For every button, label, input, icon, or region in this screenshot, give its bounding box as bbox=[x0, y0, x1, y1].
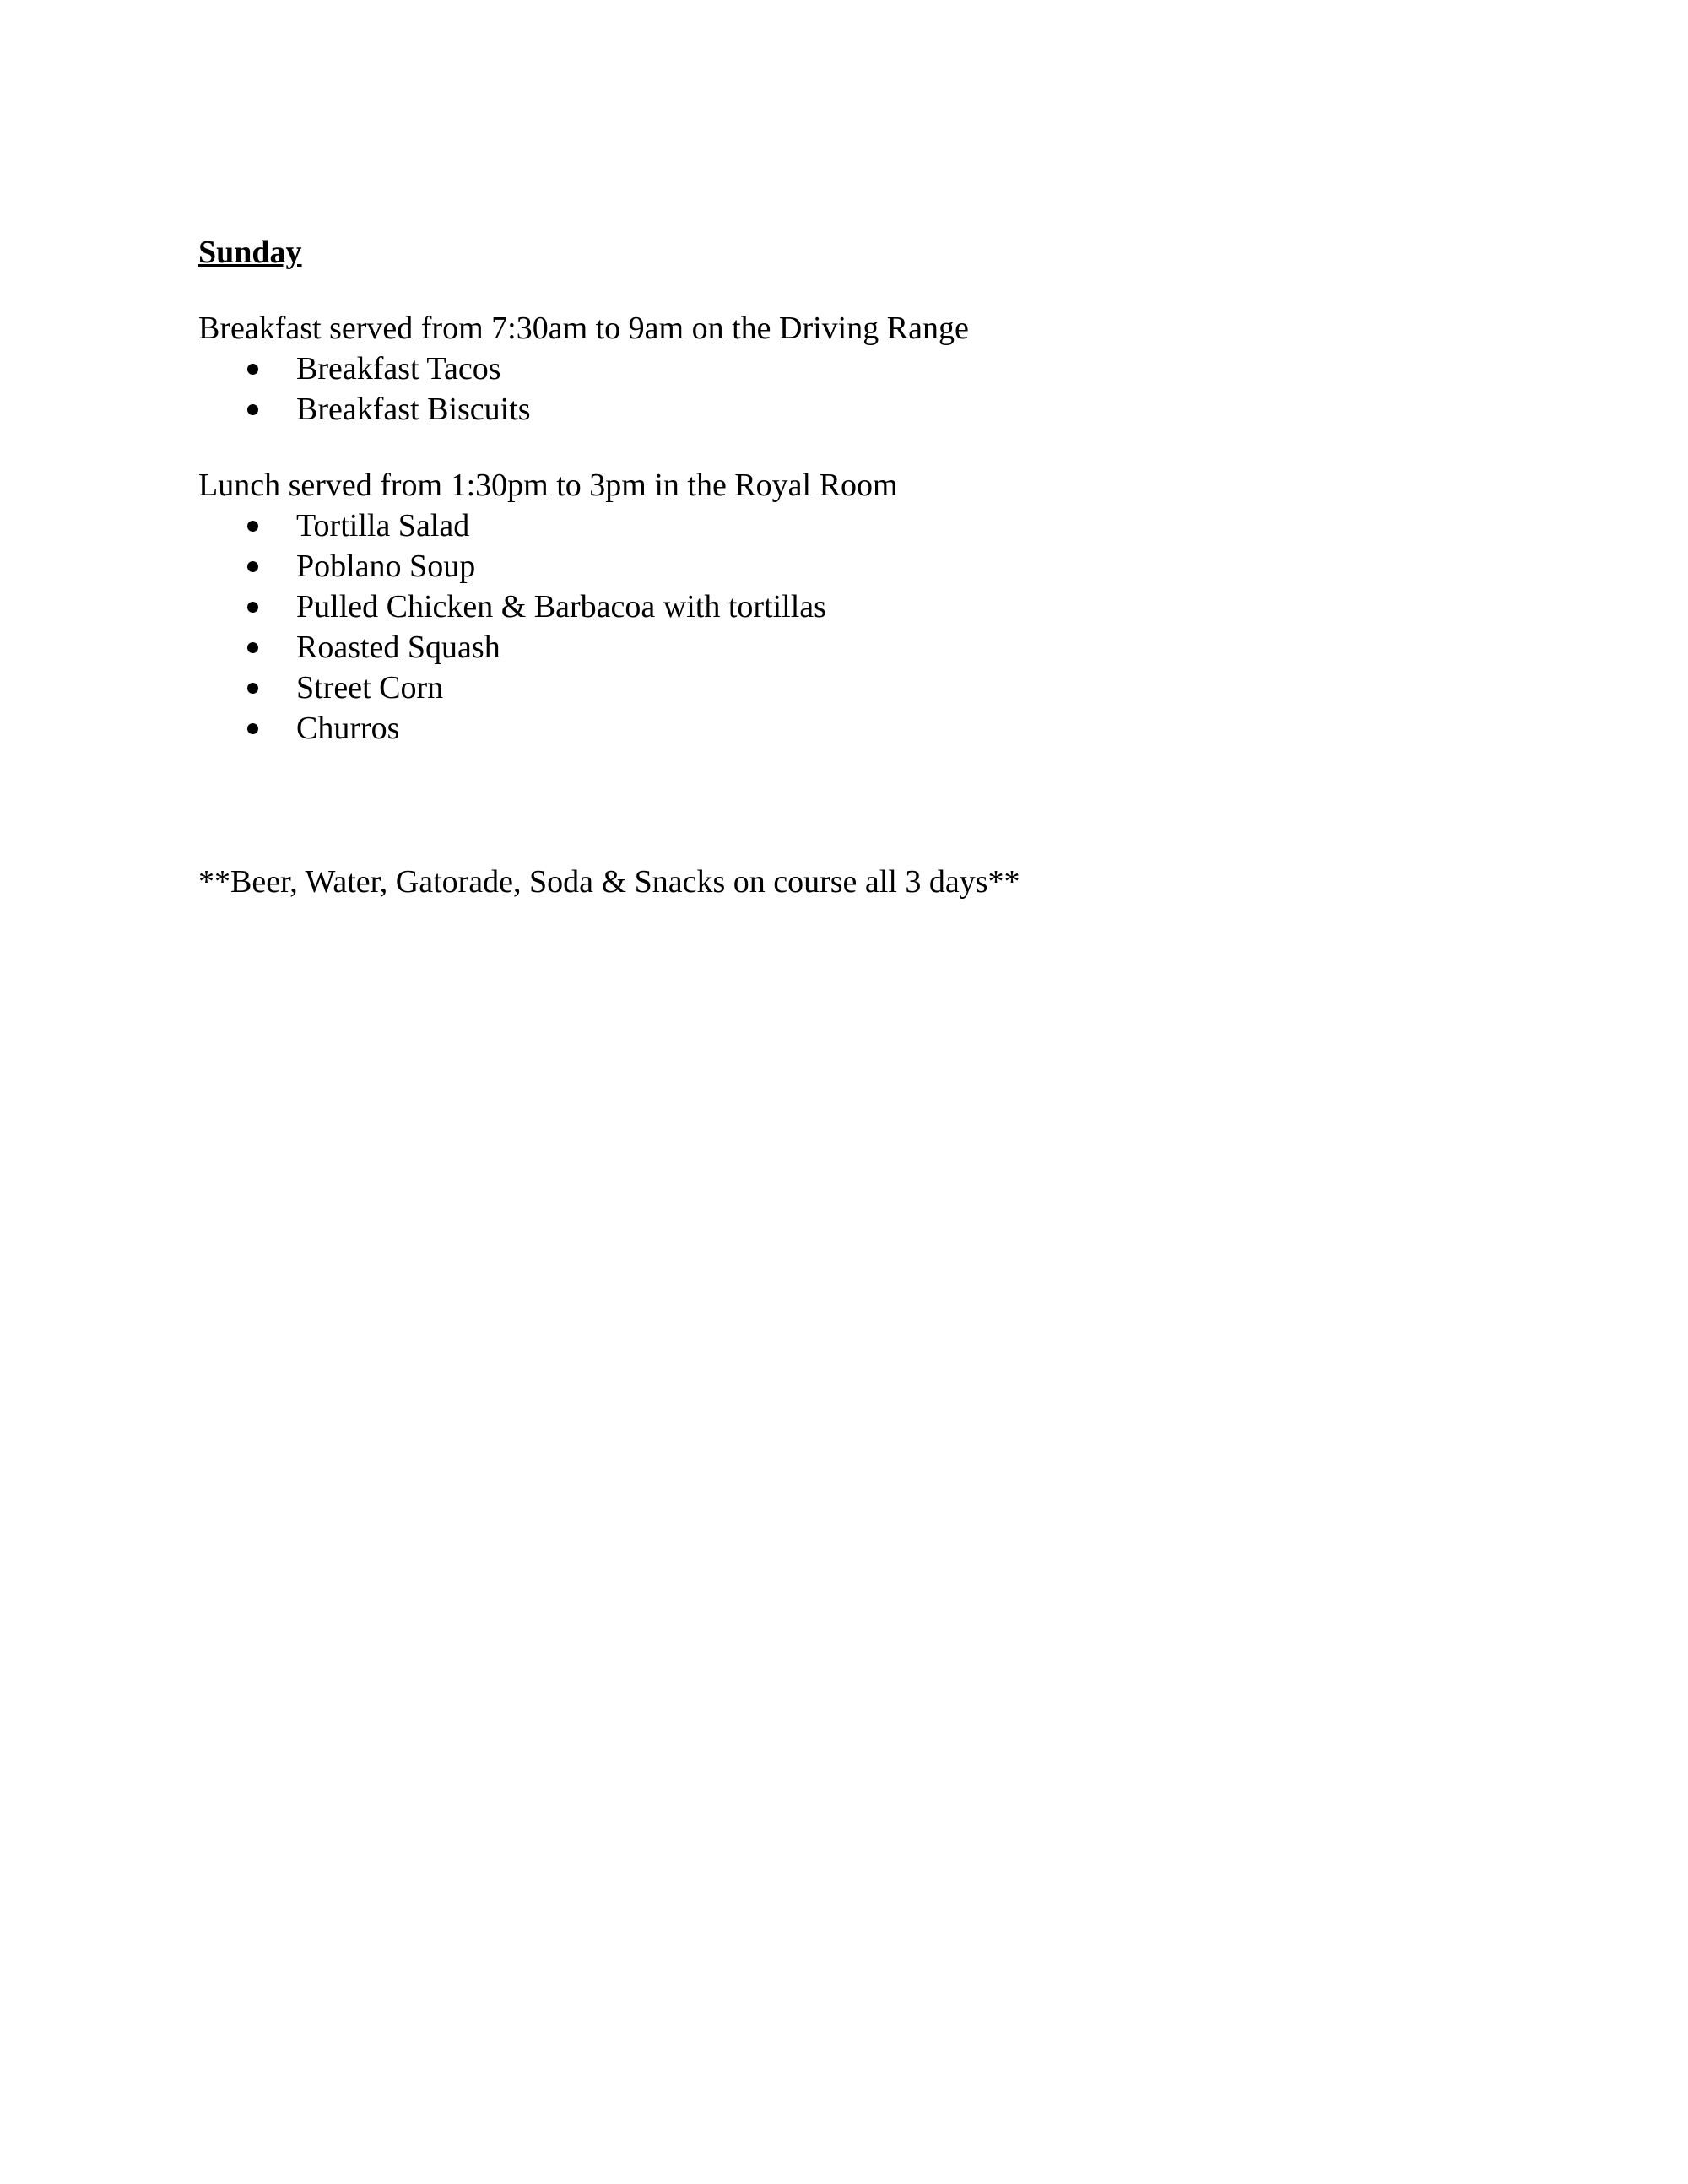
menu-item bbox=[198, 668, 1490, 708]
bullet-icon bbox=[247, 404, 258, 415]
menu-item-label: Poblano Soup bbox=[296, 549, 476, 584]
lunch-intro: Lunch served from 1:30pm to 3pm in the Royal Room bbox=[198, 468, 898, 503]
menu-item-label: Breakfast Biscuits bbox=[296, 392, 531, 427]
bullet-icon bbox=[247, 683, 258, 694]
menu-item-label: Breakfast Tacos bbox=[296, 351, 501, 387]
menu-item-label: Tortilla Salad bbox=[296, 508, 470, 543]
lunch-menu-list bbox=[198, 505, 1490, 749]
bullet-icon bbox=[247, 723, 258, 734]
menu-item-label: Roasted Squash bbox=[296, 630, 500, 665]
breakfast-menu-list bbox=[198, 349, 1490, 430]
menu-item-label: Pulled Chicken & Barbacoa with tortillas bbox=[296, 589, 826, 624]
footnote: **Beer, Water, Gatorade, Soda & Snacks on course all 3 days** bbox=[198, 864, 1020, 900]
bullet-icon bbox=[247, 642, 258, 653]
document-body bbox=[198, 232, 1490, 902]
menu-item bbox=[198, 546, 1490, 587]
breakfast-intro: Breakfast served from 7:30am to 9am on the Driving Range bbox=[198, 311, 969, 346]
bullet-icon bbox=[247, 602, 258, 613]
bullet-icon bbox=[247, 521, 258, 532]
menu-item bbox=[198, 389, 1490, 430]
menu-item bbox=[198, 627, 1490, 668]
menu-item-label: Churros bbox=[296, 711, 400, 746]
menu-item bbox=[198, 505, 1490, 546]
menu-item bbox=[198, 587, 1490, 627]
spacer bbox=[198, 784, 1490, 862]
day-heading: Sunday bbox=[198, 235, 302, 270]
bullet-icon bbox=[247, 561, 258, 572]
menu-item bbox=[198, 708, 1490, 749]
menu-item bbox=[198, 349, 1490, 389]
menu-item-label: Street Corn bbox=[296, 670, 444, 705]
bullet-icon bbox=[247, 364, 258, 375]
